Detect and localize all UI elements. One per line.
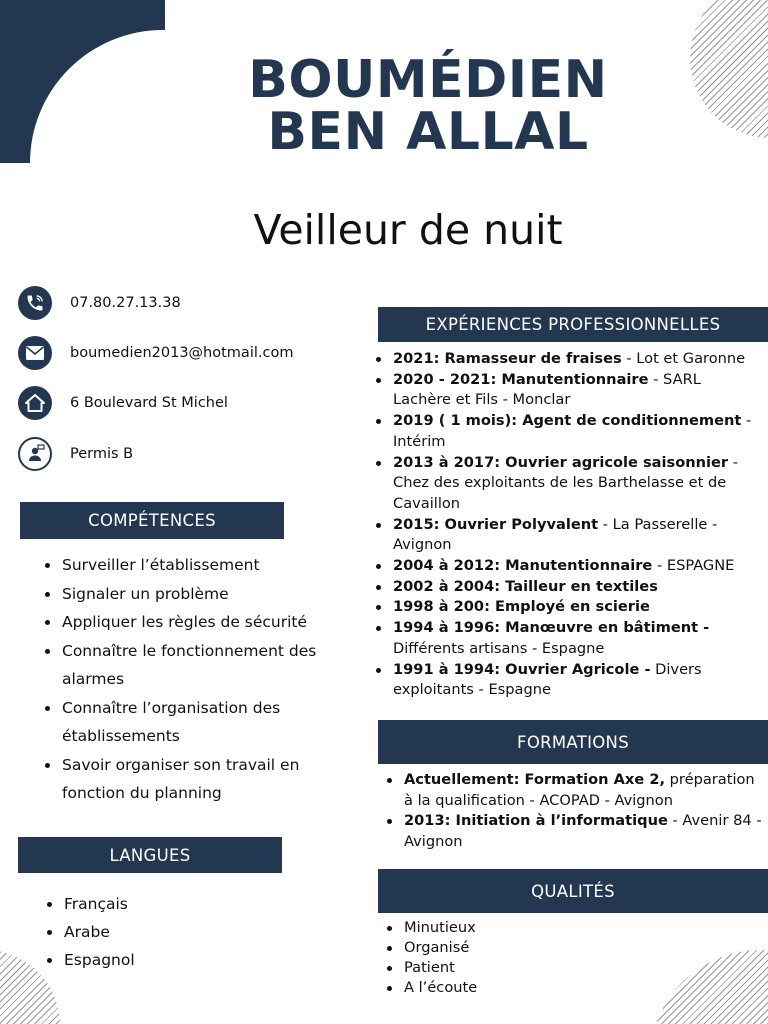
list-item: 2019 ( 1 mois): Agent de conditionnement - Intérim <box>373 411 763 452</box>
contact-email <box>18 335 294 371</box>
list-item: 1994 à 1996: Manœuvre en bâtiment - Différents artisans - Espagne <box>373 618 763 659</box>
list-item: A l’écoute <box>384 978 584 998</box>
experiences-list <box>373 349 763 701</box>
hatched-circle-decoration <box>690 0 768 138</box>
mail-icon <box>18 336 52 370</box>
section-header-formations: FORMATIONS <box>378 720 768 764</box>
list-item: 1998 à 200: Employé en scierie <box>373 597 763 618</box>
list-item: Arabe <box>44 918 244 946</box>
phone-number: 07.80.27.13.38 <box>70 295 181 311</box>
contact-address <box>18 385 228 421</box>
list-item: Patient <box>384 958 584 978</box>
job-title: Veilleur de nuit <box>253 206 563 254</box>
home-icon <box>18 386 52 420</box>
list-item: 2021: Ramasseur de fraises - Lot et Garonne <box>373 349 763 370</box>
postal-address: 6 Boulevard St Michel <box>70 395 228 411</box>
hatched-circle-decoration <box>650 950 768 1024</box>
list-item: 1991 à 1994: Ouvrier Agricole - Divers exploitants - Espagne <box>373 660 763 701</box>
corner-decoration <box>0 0 165 163</box>
phone-icon <box>18 286 52 320</box>
list-item: Minutieux <box>384 918 584 938</box>
list-item: Espagnol <box>44 946 244 974</box>
section-header-langues: LANGUES <box>18 837 282 873</box>
list-item: Appliquer les règles de sécurité <box>42 608 332 637</box>
qualites-list <box>384 918 584 998</box>
list-item: 2013 à 2017: Ouvrier agricole saisonnier - Chez des exploitants de les Barthelasse et de Cavaillon <box>373 453 763 515</box>
list-item: Actuellement: Formation Axe 2, préparation à la qualification - ACOPAD - Avignon <box>384 770 764 811</box>
formations-list <box>384 770 764 853</box>
contact-phone <box>18 285 181 321</box>
list-item: Signaler un problème <box>42 580 332 609</box>
driving-license: Permis B <box>70 446 134 462</box>
contact-license <box>18 436 134 472</box>
list-item: 2020 - 2021: Manutentionnaire - SARL Lachère et Fils - Monclar <box>373 370 763 411</box>
section-header-qualites: QUALITÉS <box>378 869 768 913</box>
list-item: Français <box>44 890 244 918</box>
competences-list <box>42 551 332 808</box>
candidate-last-name: BEN ALLAL <box>267 102 589 162</box>
list-item: Connaître le fonctionnement des alarmes <box>42 637 332 694</box>
section-header-experiences: EXPÉRIENCES PROFESSIONNELLES <box>378 307 768 342</box>
list-item: 2002 à 2004: Tailleur en textiles <box>373 577 763 598</box>
list-item: Surveiller l’établissement <box>42 551 332 580</box>
section-header-competences: COMPÉTENCES <box>20 502 284 539</box>
list-item: 2013: Initiation à l’informatique - Avenir 84 - Avignon <box>384 811 764 852</box>
license-icon <box>18 437 52 471</box>
email-address: boumedien2013@hotmail.com <box>70 345 294 361</box>
list-item: Connaître l’organisation des établissements <box>42 694 332 751</box>
list-item: Savoir organiser son travail en fonction du planning <box>42 751 332 808</box>
candidate-first-name: BOUMÉDIEN <box>248 50 608 110</box>
langues-list <box>44 890 244 974</box>
list-item: 2015: Ouvrier Polyvalent - La Passerelle - Avignon <box>373 515 763 556</box>
list-item: 2004 à 2012: Manutentionnaire - ESPAGNE <box>373 556 763 577</box>
list-item: Organisé <box>384 938 584 958</box>
